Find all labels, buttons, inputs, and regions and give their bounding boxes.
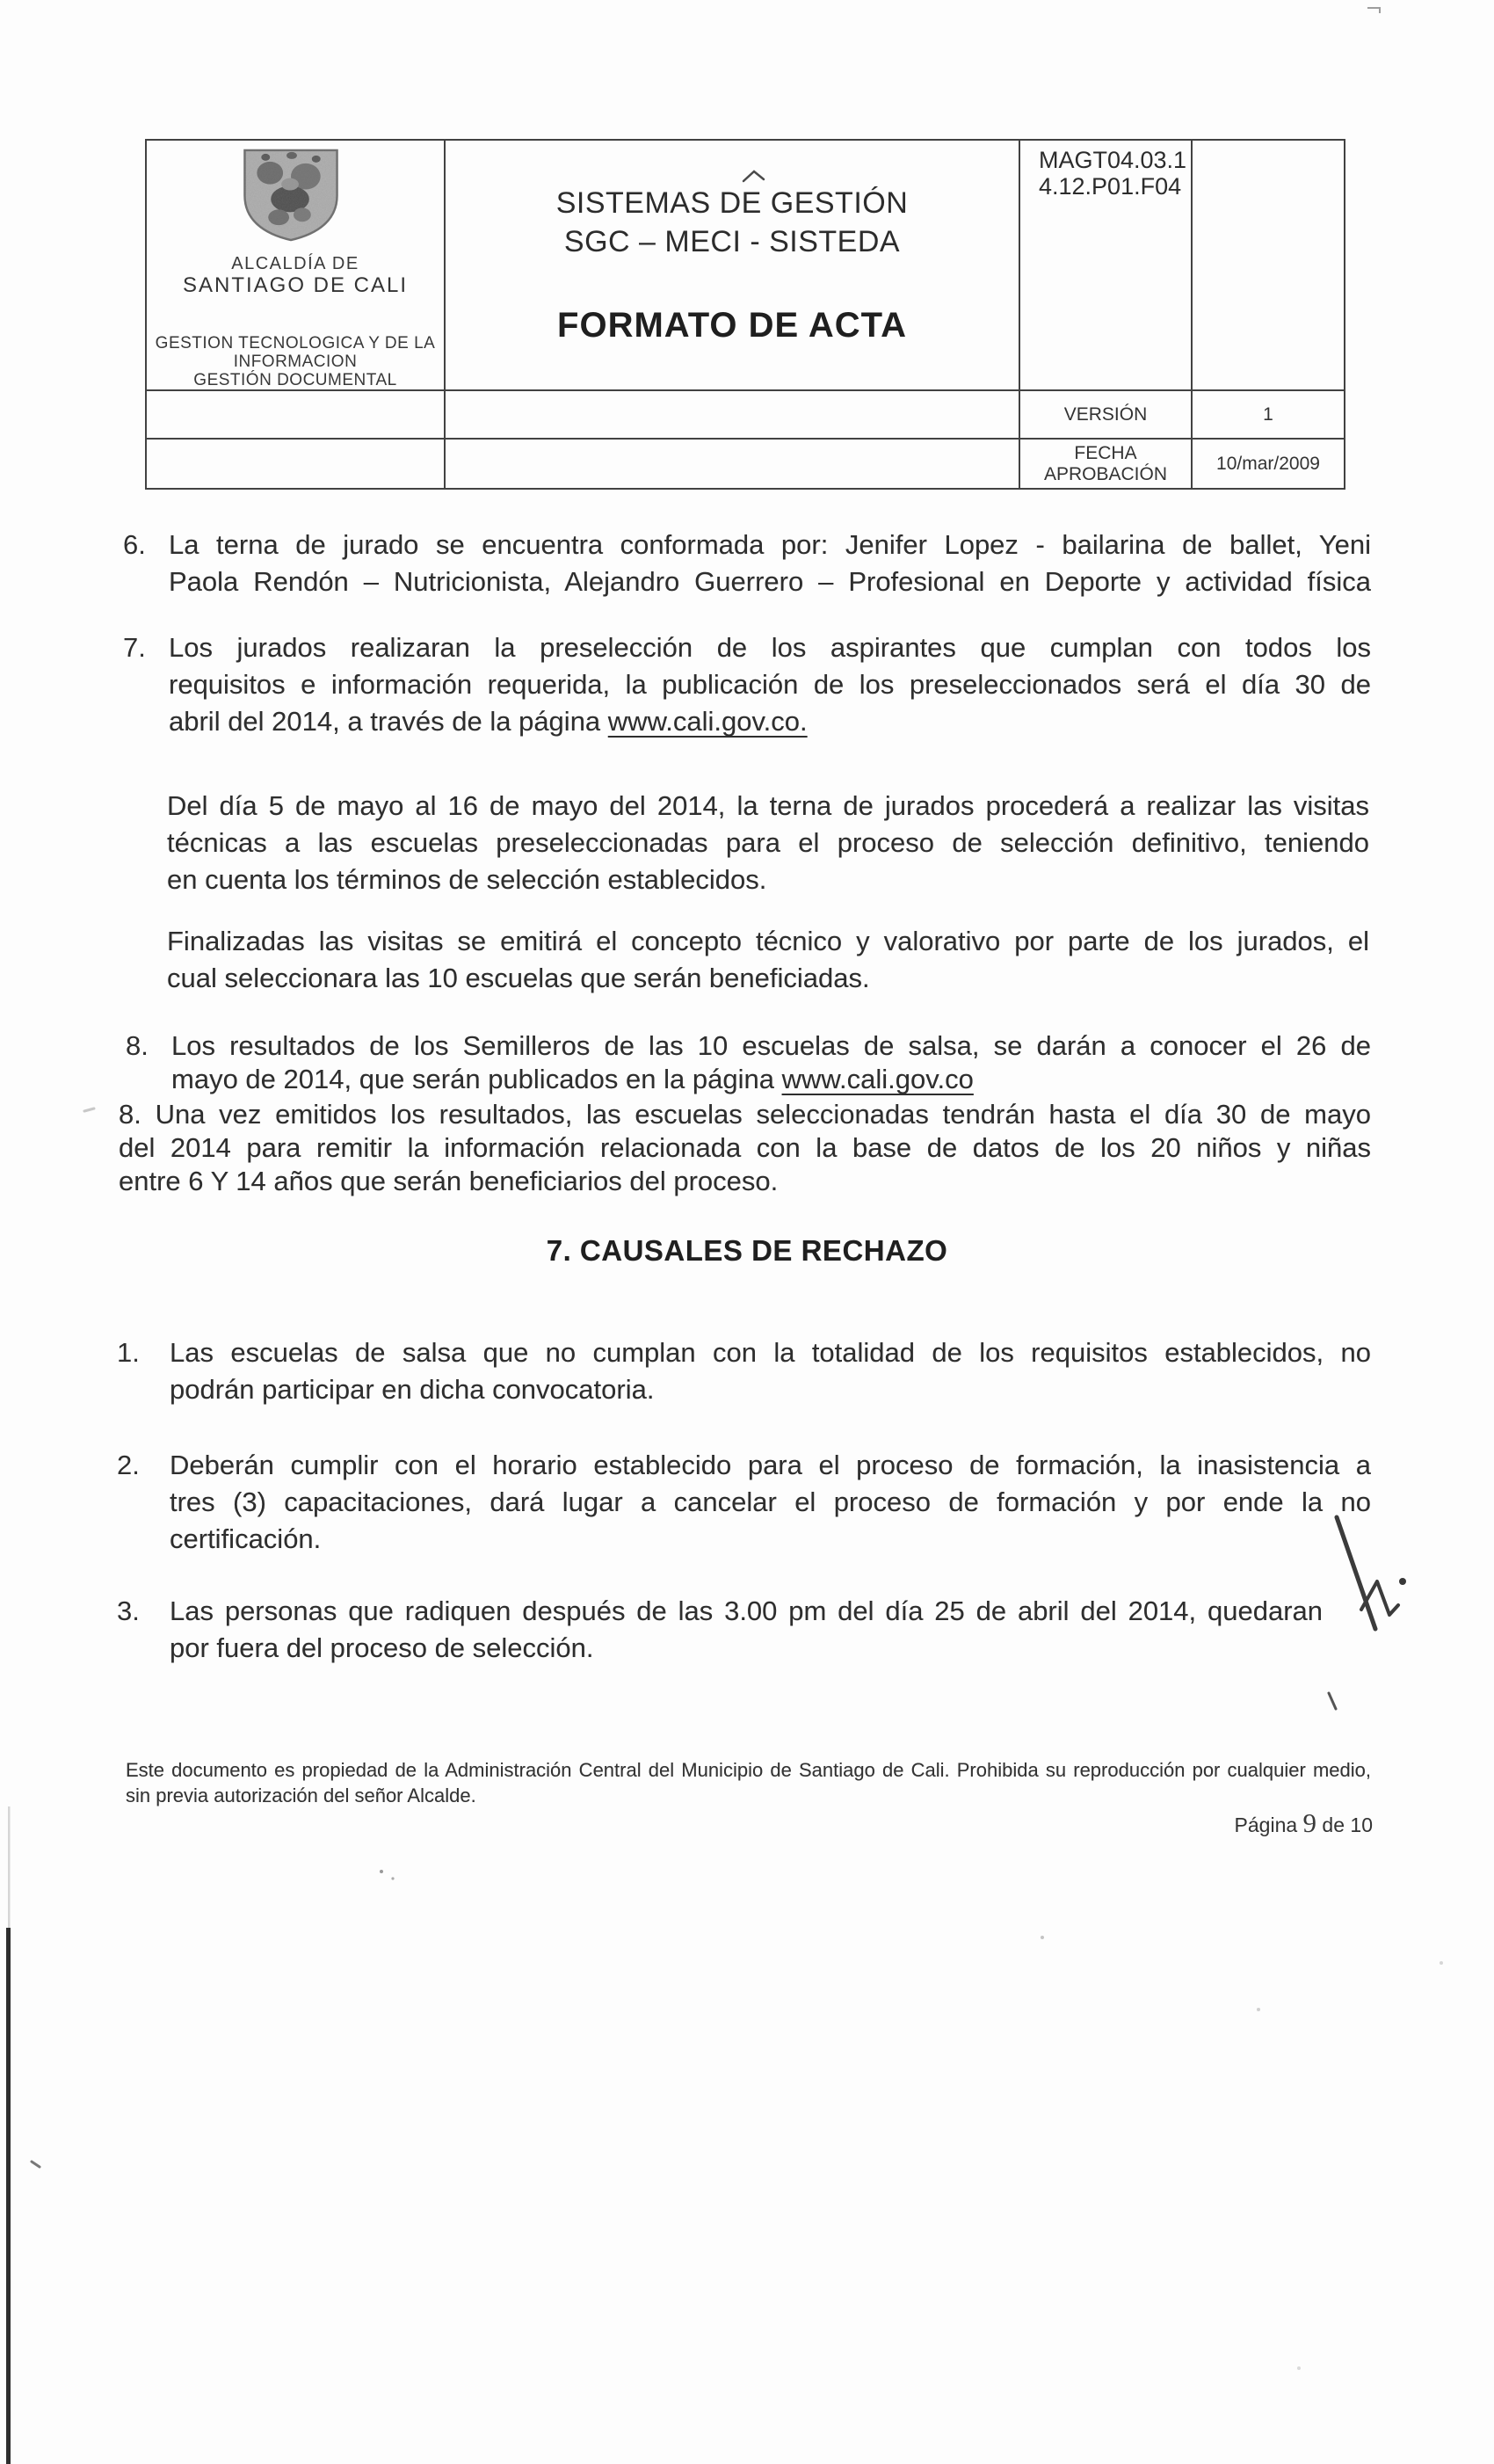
text-line: Los resultados de los Semilleros de las 10 escuelas de salsa, se darán a conocer el 26 de xyxy=(171,1030,1371,1061)
version-label-cell: VERSIÓN xyxy=(1020,391,1193,440)
text-line: podrán participar en dicha convocatoria. xyxy=(170,1374,655,1405)
list-item-8a xyxy=(126,1029,1371,1096)
text-line: certificación. xyxy=(170,1523,322,1554)
text-line: Paola Rendón – Nutricionista, Alejandro Guerrero – Profesional en Deporte y actividad física xyxy=(169,566,1371,597)
org-cell xyxy=(147,141,446,391)
page-number: Página 9 de 10 xyxy=(1234,1807,1373,1838)
text-line: del 2014 para remitir la información relacionada con la base de datos de los 20 niños y niñas xyxy=(119,1132,1371,1163)
text-line: Las escuelas de salsa que no cumplan con la totalidad de los requisitos establecidos, no xyxy=(170,1337,1371,1368)
list-item-3 xyxy=(117,1593,1323,1667)
scan-edge-line xyxy=(6,1806,11,2464)
org-caption-line2: SANTIAGO DE CALI xyxy=(182,273,409,297)
item-number: 1. xyxy=(117,1337,140,1368)
empty-cell xyxy=(147,440,446,488)
paragraph-visitas xyxy=(167,788,1369,898)
text-line: por fuera del proceso de selección. xyxy=(170,1632,594,1663)
text-line: La terna de jurado se encuentra conformada por: Jenifer Lopez - bailarina de ballet, Yeni xyxy=(169,529,1371,560)
text-line: Del día 5 de mayo al 16 de mayo del 2014, la terna de jurados procederá a realizar las visitas xyxy=(167,790,1369,821)
org-department-line1: GESTION TECNOLOGICA Y DE LA xyxy=(155,334,436,353)
page-number-value: 9 xyxy=(1302,1807,1317,1838)
text-line: en cuenta los términos de selección establecidos. xyxy=(167,864,767,895)
org-caption-line1: ALCALDÍA DE xyxy=(231,254,359,273)
list-item-6 xyxy=(123,527,1371,600)
url-text: www.cali.gov.co xyxy=(781,1064,974,1094)
text-line: 8. Una vez emitidos los resultados, las escuelas seleccionadas tendrán hasta el día 30 de mayo xyxy=(119,1099,1371,1130)
item-number: 7. xyxy=(123,632,146,663)
text-line: entre 6 Y 14 años que serán beneficiarios del proceso. xyxy=(119,1166,779,1196)
version-value-cell: 1 xyxy=(1193,391,1344,440)
text-line: Las personas que radiquen después de las 3.00 pm del día 25 de abril del 2014, quedaran xyxy=(170,1595,1323,1626)
header-table xyxy=(145,139,1345,490)
section-heading: 7. CAUSALES DE RECHAZO xyxy=(546,1234,948,1267)
org-department-line3: GESTIÓN DOCUMENTAL xyxy=(193,371,397,389)
text-line: mayo de 2014, que serán publicados en la página www.cali.gov.co xyxy=(171,1064,974,1094)
footer-disclaimer xyxy=(126,1757,1371,1808)
text-line: Finalizadas las visitas se emitirá el concepto técnico y valorativo por parte de los jurados, el xyxy=(167,926,1369,956)
list-item-1 xyxy=(117,1334,1371,1408)
approval-date-label-line2: APROBACIÓN xyxy=(1043,463,1168,484)
item-number: 3. xyxy=(117,1595,140,1626)
org-department-line2: INFORMACION xyxy=(233,353,358,371)
list-item-2 xyxy=(117,1447,1371,1558)
text-line: Deberán cumplir con el horario establecido para el proceso de formación, la inasistencia a xyxy=(170,1450,1371,1480)
text-line: Los jurados realizaran la preselección de los aspirantes que cumplan con todos los xyxy=(169,632,1371,663)
city-seal-logo xyxy=(238,145,344,243)
text-line: abril del 2014, a través de la página www.cali.gov.co. xyxy=(169,706,808,737)
approval-date-value-cell: 10/mar/2009 xyxy=(1216,453,1320,474)
approval-date-label-line1: FECHA xyxy=(1074,442,1137,463)
text-line: requisitos e información requerida, la publicación de los preseleccionados será el día 30 de xyxy=(169,669,1371,700)
text-line: cual seleccionara las 10 escuelas que serán beneficiadas. xyxy=(167,963,870,993)
approval-date-label-cell xyxy=(1020,440,1193,488)
text-line: sin previa autorización del señor Alcalde. xyxy=(126,1784,476,1806)
document-title: FORMATO DE ACTA xyxy=(557,306,907,345)
paragraph-finalizadas xyxy=(167,923,1369,997)
text-line: técnicas a las escuelas preseleccionadas para el proceso de selección definitivo, teniendo xyxy=(167,827,1369,858)
system-title-line1: SISTEMAS DE GESTIÓN xyxy=(555,186,909,220)
item-number: 6. xyxy=(123,529,146,560)
item-number: 8. xyxy=(126,1030,149,1061)
list-item-7 xyxy=(123,629,1371,740)
doc-code-line1: MAGT04.03.1 xyxy=(1039,147,1187,173)
text-line: Este documento es propiedad de la Administración Central del Municipio de Santiago de Cali. Prohibida su reproducción por cualquier medio, xyxy=(126,1759,1371,1781)
list-item-8b xyxy=(119,1098,1371,1198)
empty-cell xyxy=(446,440,1020,488)
item-number: 2. xyxy=(117,1450,140,1480)
doc-code-value-cell xyxy=(1193,141,1344,391)
system-title-line2: SGC – MECI - SISTEDA xyxy=(563,225,901,258)
title-cell xyxy=(446,141,1020,391)
doc-code-line2: 4.12.P01.F04 xyxy=(1039,173,1182,200)
empty-cell xyxy=(147,391,446,440)
url-text: www.cali.gov.co. xyxy=(607,706,808,737)
text-line: tres (3) capacitaciones, dará lugar a cancelar el proceso de formación y por ende la no xyxy=(170,1486,1371,1517)
doc-code-cell xyxy=(1020,141,1193,391)
empty-cell xyxy=(446,391,1020,440)
